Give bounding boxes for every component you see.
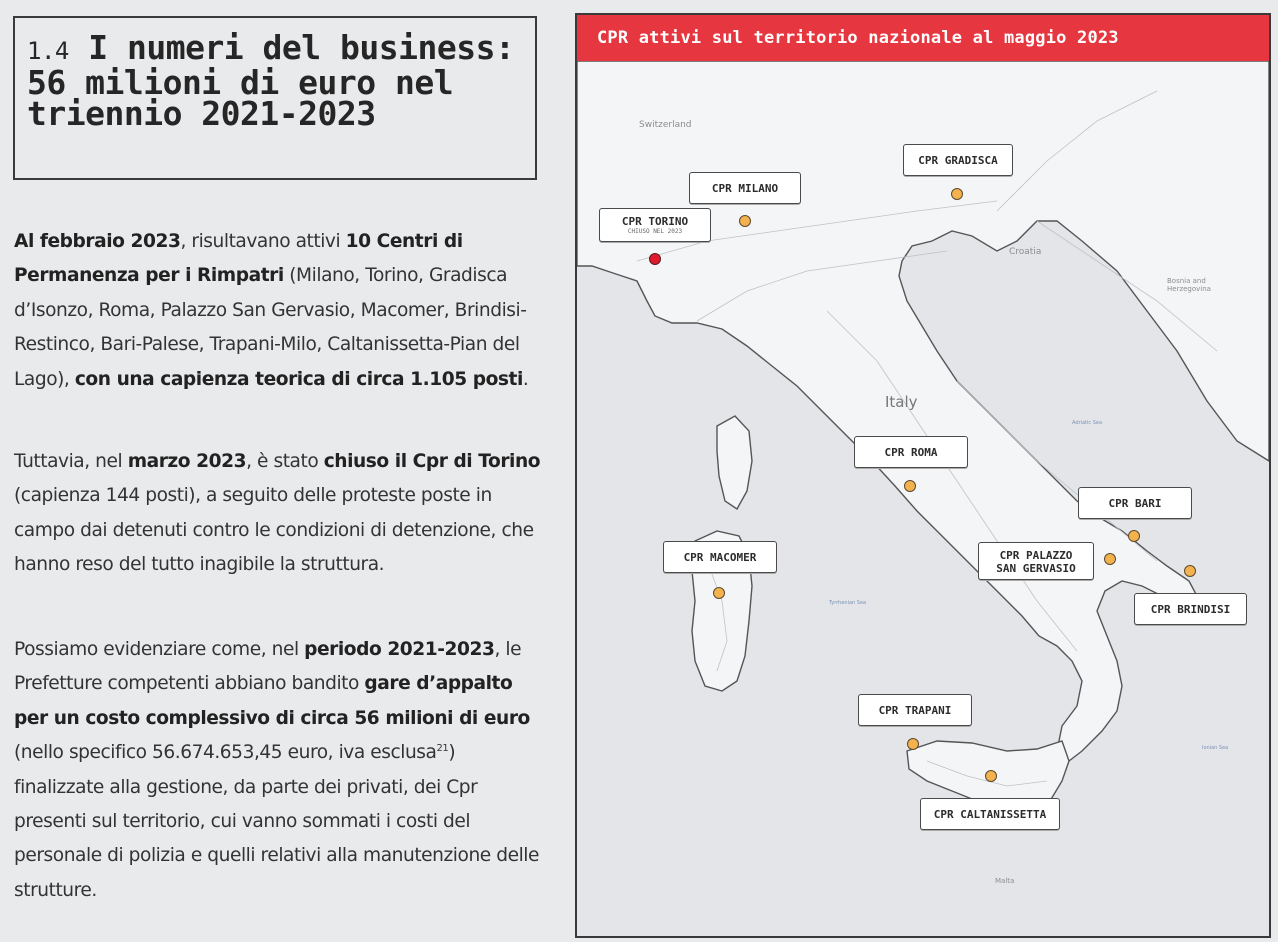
text-run: (Milano, Torino, Gradisca d’Isonzo, Roma, Palazzo San Gervasio, Macomer, Brindisi-Restinco, Bari-Palese, Trapani-Milo, Caltanissetta-Pian del Lago), (14, 265, 527, 390)
text-run: Possiamo evidenziare come, nel (14, 639, 305, 660)
cpr-marker-gradisca[interactable] (951, 188, 963, 200)
text-run: ) finalizzate alla gestione, da parte dei privati, dei Cpr presenti sul territorio, cui vanno sommati i costi del personale di polizia e quelli relativi alla manutenzione delle strutture. (14, 742, 539, 901)
cpr-torino-note: CHIUSO NEL 2023 (627, 228, 683, 235)
cpr-palazzo-line2: SAN GERVASIO (996, 562, 1076, 575)
text-bold: Al febbraio 2023 (14, 231, 181, 252)
cpr-marker-macomer[interactable] (713, 587, 725, 599)
paragraph-2 (14, 445, 542, 583)
cpr-label-caltanissetta[interactable]: CPR CALTANISSETTA (920, 798, 1060, 830)
cpr-torino-name: CPR TORINO (621, 215, 689, 228)
cpr-label-macomer[interactable]: CPR MACOMER (663, 541, 777, 573)
text-run: , risultavano attivi (180, 231, 346, 252)
text-run: Tuttavia, nel (14, 451, 128, 472)
text-bold: chiuso il Cpr di Torino (323, 451, 541, 472)
text-bold: con una capienza teorica di circa 1.105 posti (74, 368, 523, 390)
text-run: (nello specifico 56.674.653,45 euro, iva esclusa (14, 742, 437, 764)
cpr-label-trapani[interactable]: CPR TRAPANI (858, 694, 972, 726)
cpr-palazzo-line1: CPR PALAZZO (999, 549, 1073, 562)
map-header: CPR attivi sul territorio nazionale al maggio 2023 (577, 15, 1269, 61)
section-number: 1.4 (27, 37, 69, 65)
geo-label-ionian: Ionian Sea (1202, 745, 1229, 751)
section-title (27, 28, 527, 133)
geo-label-malta: Malta (995, 877, 1015, 885)
geo-label-croatia: Croatia (1009, 247, 1042, 257)
text-run: (capienza 144 posti), a seguito delle proteste poste in campo dai detenuti contro le condizioni di detenzione, che hanno reso del tutto inagibile la struttura. (14, 485, 534, 576)
cpr-marker-caltanissetta[interactable] (985, 770, 997, 782)
cpr-label-brindisi[interactable]: CPR BRINDISI (1134, 593, 1247, 625)
text-bold: gare d’appalto per un costo complessivo di circa 56 milioni di euro (14, 673, 530, 729)
text-run: . (522, 368, 529, 390)
geo-label-switzerland: Switzerland (639, 120, 692, 130)
footnote-ref[interactable]: 21 (436, 743, 449, 755)
section-title-text: I numeri del business: 56 milioni di euro nel triennio 2021-2023 (27, 28, 515, 133)
cpr-label-torino[interactable] (599, 208, 711, 242)
text-bold: 10 Centri di Permanenza per i Rimpatri (14, 231, 463, 287)
cpr-label-milano[interactable]: CPR MILANO (689, 172, 801, 204)
cpr-marker-roma[interactable] (904, 480, 916, 492)
cpr-marker-milano[interactable] (739, 215, 751, 227)
section-title-box (13, 16, 537, 180)
cpr-map (575, 13, 1271, 938)
geo-label-adriatic: Adriatic Sea (1072, 420, 1103, 426)
cpr-marker-bari[interactable] (1128, 530, 1140, 542)
text-bold: marzo 2023 (127, 451, 247, 472)
text-bold: periodo 2021-2023 (304, 639, 495, 660)
cpr-marker-trapani[interactable] (907, 738, 919, 750)
text-run: , è stato (246, 451, 324, 472)
cpr-label-palazzo-san-gervasio[interactable] (978, 542, 1094, 580)
cpr-marker-palazzo-san-gervasio[interactable] (1104, 553, 1116, 565)
text-run: , le Prefetture competenti abbiano bandito (14, 639, 522, 695)
paragraph-3 (14, 633, 542, 908)
geo-label-tyrrhenian: Tyrrhenian Sea (829, 600, 867, 606)
paragraph-1 (14, 225, 542, 397)
cpr-marker-torino-closed[interactable] (649, 253, 661, 265)
cpr-marker-brindisi[interactable] (1184, 565, 1196, 577)
cpr-label-gradisca[interactable]: CPR GRADISCA (903, 144, 1013, 176)
cpr-label-roma[interactable]: CPR ROMA (854, 436, 968, 468)
cpr-label-bari[interactable]: CPR BARI (1078, 487, 1192, 519)
geo-label-bosnia: Bosnia and Herzegovina (1167, 277, 1211, 293)
geo-label-italy: Italy (885, 393, 918, 411)
